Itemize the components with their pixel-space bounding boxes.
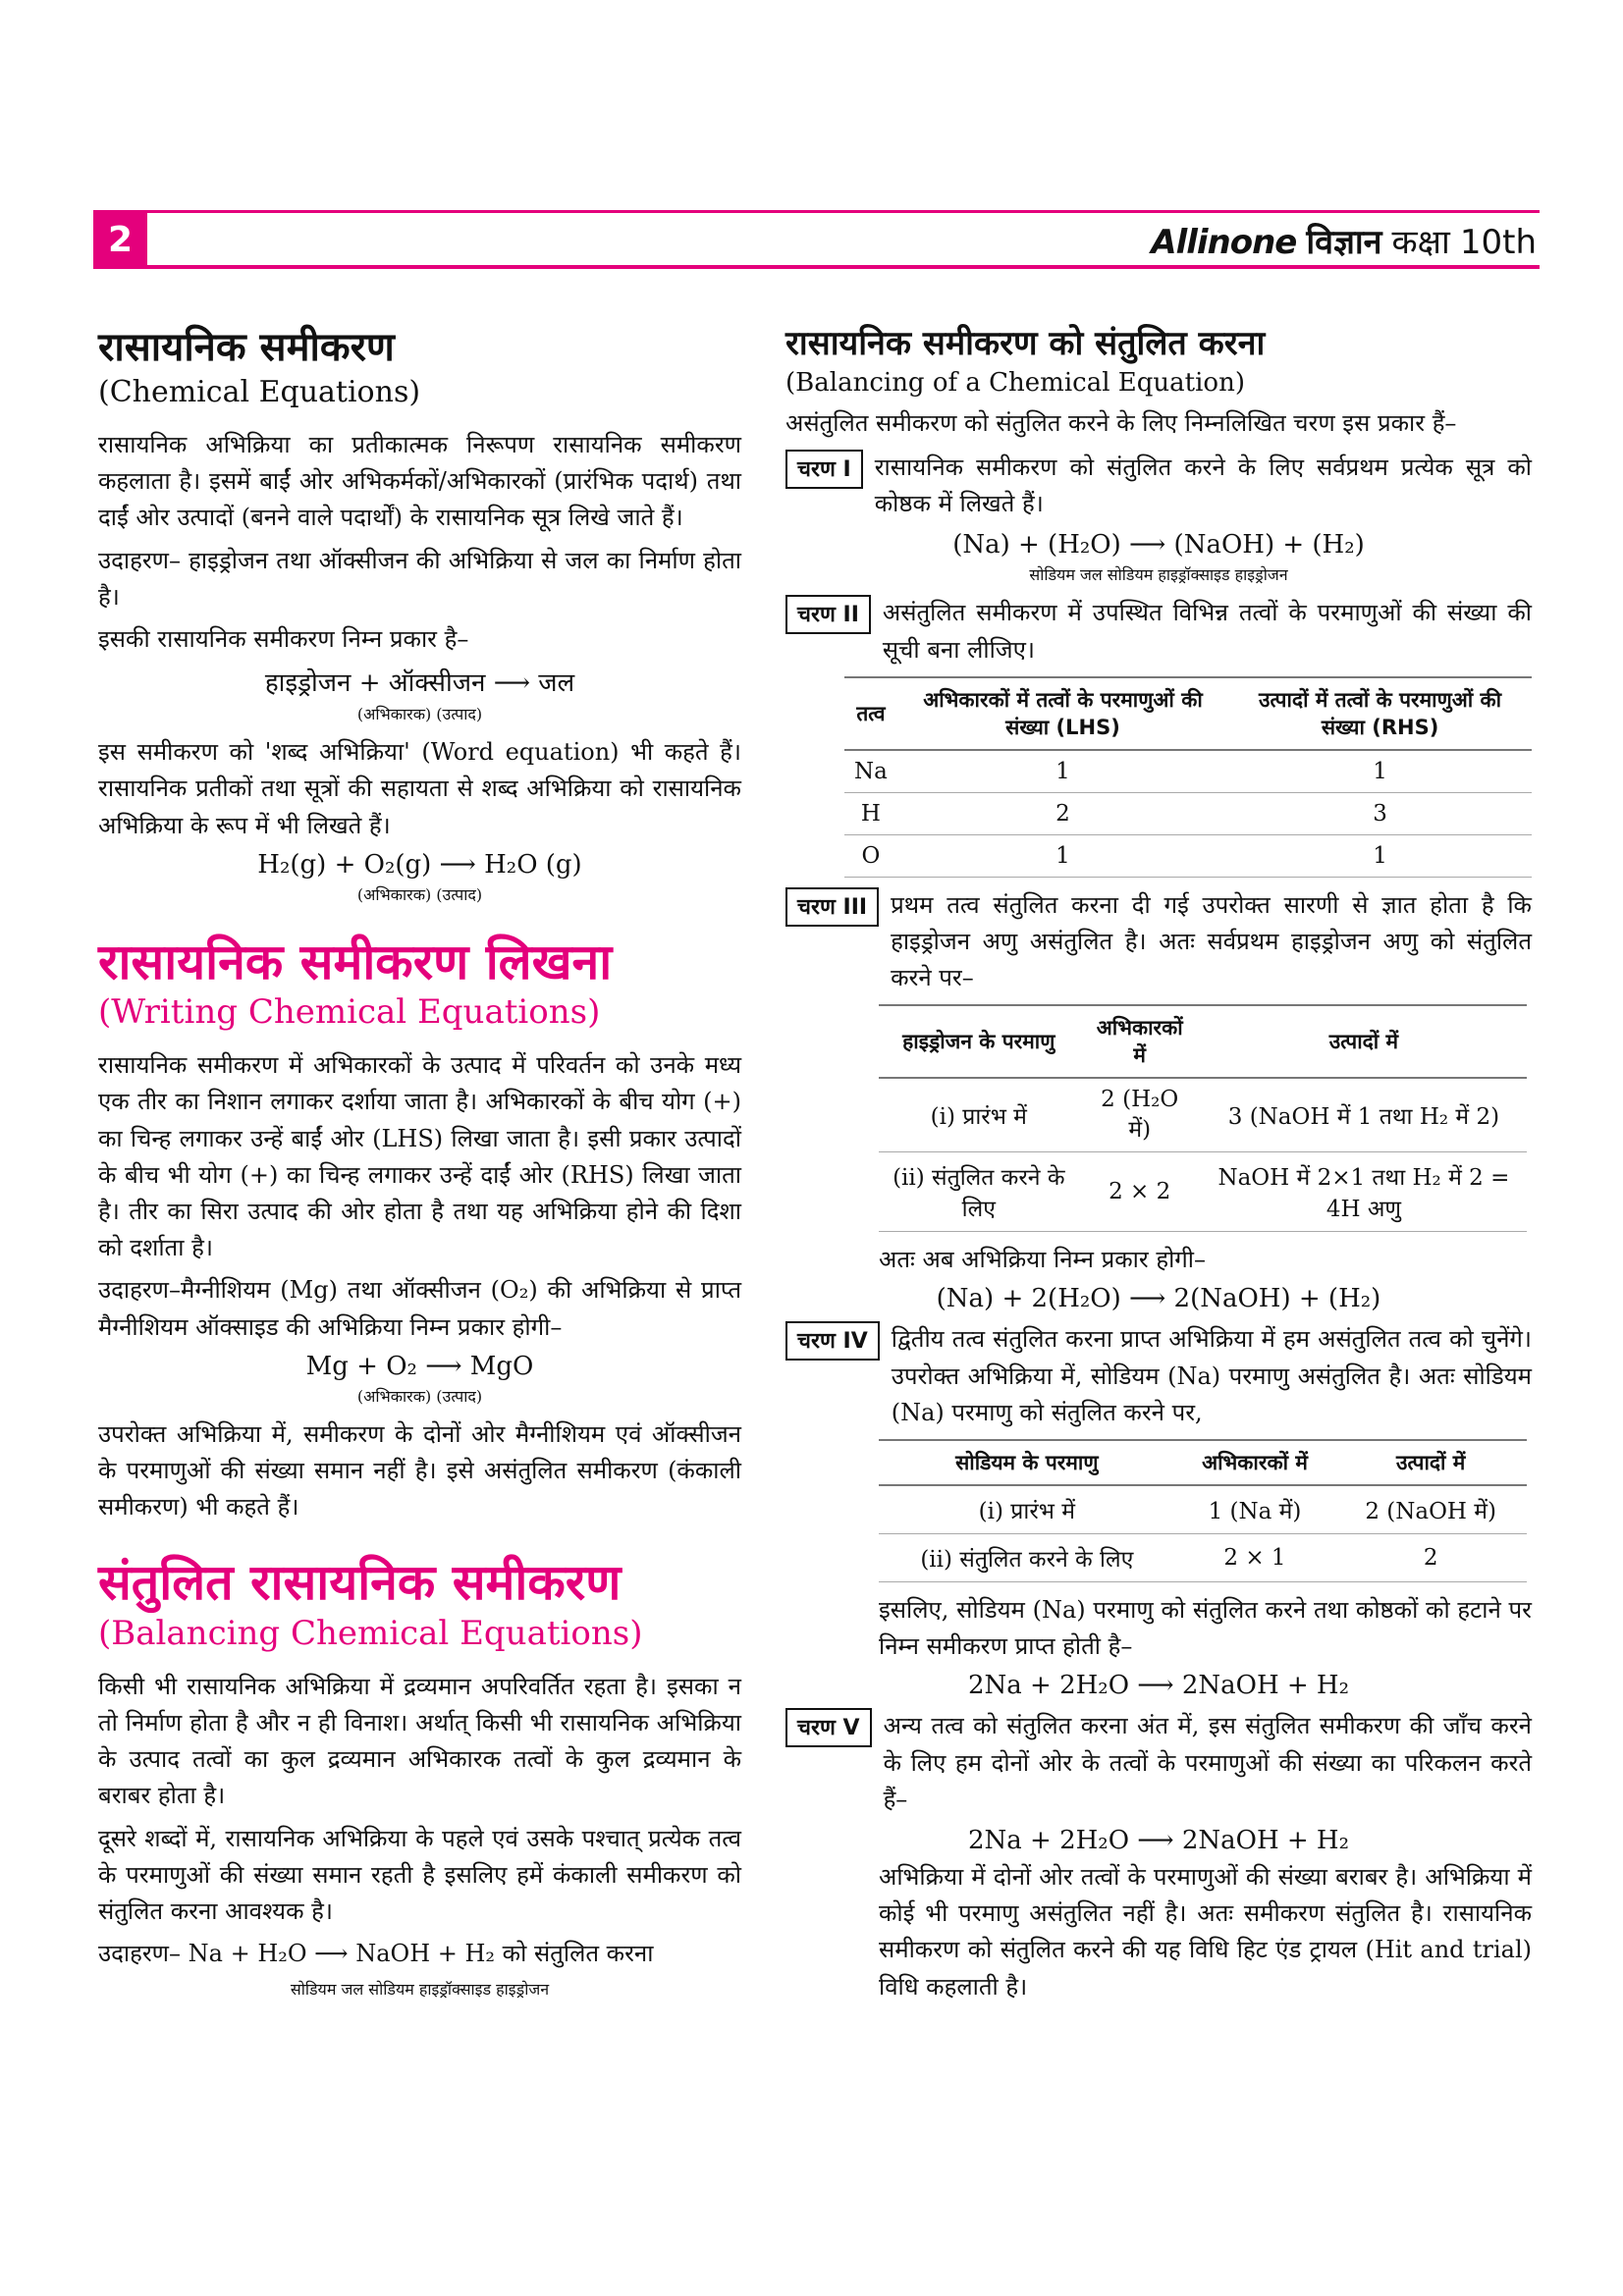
- cell: O: [844, 834, 897, 877]
- brand-logo: Allinone: [1151, 223, 1297, 262]
- section-subtitle: (Balancing of a Chemical Equation): [785, 367, 1245, 398]
- table-row: [879, 1485, 1527, 1534]
- section-title: रासायनिक समीकरण: [98, 325, 395, 370]
- equation: Mg + O₂ ⟶ MgO: [305, 1351, 534, 1381]
- cell: 2: [1334, 1534, 1527, 1582]
- equation: (Na) + 2(H₂O) ⟶ 2(NaOH) + (H₂): [936, 1284, 1381, 1314]
- table-header: उत्पादों में: [1334, 1440, 1527, 1485]
- equation: 2Na + 2H₂O ⟶ 2NaOH + H₂: [967, 1825, 1350, 1855]
- paragraph: रासायनिक अभिक्रिया का प्रतीकात्मक निरूपण रासायनिक समीकरण कहलाता है। इसमें बाईं ओर अभिकर्मकों/अभिकारकों (प्रारंभिक पदार्थ) तथा दाईं ओर उत्पादों (बनने वाले पदार्थों) के रासायनिक सूत्र लिखे जाते हैं।: [98, 431, 741, 532]
- brand-class: कक्षा: [1391, 223, 1450, 262]
- cell: 1: [1228, 750, 1532, 793]
- equation-labels: सोडियम जल सोडियम हाइड्रॉक्साइड हाइड्रोजन: [290, 1980, 550, 2000]
- cell: 2 (NaOH में): [1334, 1485, 1527, 1534]
- paragraph: इसकी रासायनिक समीकरण निम्न प्रकार है–: [98, 624, 469, 653]
- cell: 2 × 2: [1079, 1152, 1201, 1232]
- paragraph: अभिक्रिया में दोनों ओर तत्वों के परमाणुओं की संख्या बराबर है। अभिक्रिया में कोई भी परमाणु असंतुलित नहीं है। अतः समीकरण संतुलित है। रासायनिक समीकरण को संतुलित करने की यह विधि हिट एंड ट्रायल (Hit and trial) विधि कहलाती है।: [879, 1862, 1532, 2001]
- step-text: असंतुलित समीकरण में उपस्थित विभिन्न तत्वों के परमाणुओं की संख्या की सूची बना लीजिए।: [882, 599, 1532, 664]
- section-subtitle: (Writing Chemical Equations): [98, 992, 601, 1033]
- table-header: सोडियम के परमाणु: [879, 1440, 1175, 1485]
- table-header: अभिकारकों में: [1175, 1440, 1335, 1485]
- equation-labels: (अभिकारक) (उत्पाद): [356, 705, 483, 724]
- equation: H₂(g) + O₂(g) ⟶ H₂O (g): [257, 849, 582, 880]
- step-3: [785, 887, 1532, 997]
- step-label: चरण IV: [785, 1321, 880, 1361]
- table-row: [844, 792, 1532, 834]
- table-header: अभिकारकों में तत्वों के परमाणुओं की संख्या (LHS): [897, 677, 1228, 750]
- table-row: [879, 1534, 1527, 1582]
- step-2: [785, 595, 1532, 667]
- step-text: रासायनिक समीकरण को संतुलित करने के लिए सर्वप्रथम प्रत्येक सूत्र को कोष्ठक में लिखते हैं।: [874, 453, 1532, 518]
- paragraph: उदाहरण– हाइड्रोजन तथा ऑक्सीजन की अभिक्रिया से जल का निर्माण होता है।: [98, 546, 741, 611]
- paragraph: इसलिए, सोडियम (Na) परमाणु को संतुलित करने तथा कोष्ठकों को हटाने पर निम्न समीकरण प्राप्त होती है–: [879, 1596, 1532, 1661]
- equation-labels: सोडियम जल सोडियम हाइड्रॉक्साइड हाइड्रोजन: [1029, 565, 1288, 585]
- table-header: तत्व: [844, 677, 897, 750]
- sodium-table: [879, 1439, 1527, 1582]
- cell: 1: [897, 834, 1228, 877]
- paragraph: इस समीकरण को 'शब्द अभिक्रिया' (Word equation) भी कहते हैं। रासायनिक प्रतीकों तथा सूत्रों की सहायता से शब्द अभिक्रिया को रासायनिक अभिक्रिया के रूप में भी लिखते हैं।: [98, 738, 741, 839]
- section-subtitle: (Chemical Equations): [98, 375, 421, 409]
- step-text: द्वितीय तत्व संतुलित करना प्राप्त अभिक्रिया में हम असंतुलित तत्व को चुनेंगे। उपरोक्त अभिक्रिया में, सोडियम (Na) परमाणु असंतुलित है। अतः सोडियम (Na) परमाणु को संतुलित करने पर,: [891, 1325, 1532, 1426]
- cell: 3: [1228, 792, 1532, 834]
- paragraph: अतः अब अभिक्रिया निम्न प्रकार होगी–: [879, 1246, 1207, 1274]
- cell: NaOH में 2×1 तथा H₂ में 2 = 4H अणु: [1201, 1152, 1527, 1232]
- cell: 1 (Na में): [1175, 1485, 1335, 1534]
- equation: हाइड्रोजन + ऑक्सीजन ⟶ जल: [264, 668, 575, 699]
- right-column: [785, 324, 1532, 2011]
- step-4: [785, 1321, 1532, 1431]
- paragraph: रासायनिक समीकरण में अभिकारकों के उत्पाद में परिवर्तन को उनके मध्य एक तीर का निशान लगाकर दर्शाया जाता है। अभिकारकों के बीच योग (+) का चिन्ह लगाकर उन्हें बाईं ओर (LHS) लिखा जाता है। इसी प्रकार उत्पादों के बीच भी योग (+) का चिन्ह लगाकर उन्हें दाईं ओर (RHS) लिखा जाता है। तीर का सिरा उत्पाद की ओर होता है तथा यह अभिक्रिया होने की दिशा को दर्शाता है।: [98, 1051, 741, 1262]
- cell: 1: [1228, 834, 1532, 877]
- cell: 2 (H₂O में): [1079, 1078, 1201, 1152]
- cell: (ii) संतुलित करने के लिए: [879, 1534, 1175, 1582]
- brand-subject: विज्ञान: [1306, 223, 1382, 262]
- step-label: चरण V: [785, 1708, 872, 1747]
- brand: [1151, 218, 1537, 263]
- paragraph: असंतुलित समीकरण को संतुलित करने के लिए निम्नलिखित चरण इस प्रकार हैं–: [785, 408, 1457, 437]
- table-header: अभिकारकों में: [1079, 1005, 1201, 1078]
- cell: 2 × 1: [1175, 1534, 1335, 1582]
- equation-labels: (अभिकारक) (उत्पाद): [356, 1386, 483, 1406]
- cell: 1: [897, 750, 1228, 793]
- section-title: रासायनिक समीकरण लिखना: [98, 933, 613, 990]
- step-1: [785, 450, 1532, 522]
- cell: (i) प्रारंभ में: [879, 1485, 1175, 1534]
- cell: 2: [897, 792, 1228, 834]
- table-row: [879, 1078, 1527, 1152]
- table-header: उत्पादों में तत्वों के परमाणुओं की संख्या (RHS): [1228, 677, 1532, 750]
- left-column: [98, 324, 741, 2009]
- section-title: रासायनिक समीकरण को संतुलित करना: [785, 324, 1266, 363]
- table-row: [844, 750, 1532, 793]
- table-header: उत्पादों में: [1201, 1005, 1527, 1078]
- step-label: चरण III: [785, 887, 879, 927]
- header-rule: [93, 265, 1540, 269]
- section-subtitle: (Balancing Chemical Equations): [98, 1613, 643, 1653]
- brand-grade: 10th: [1459, 223, 1537, 262]
- cell: H: [844, 792, 897, 834]
- step-label: चरण II: [785, 595, 871, 634]
- paragraph: उदाहरण– Na + H₂O ⟶ NaOH + H₂ को संतुलित करना: [98, 1940, 654, 1968]
- header-top-rule: [147, 210, 1540, 213]
- step-label: चरण I: [785, 450, 863, 489]
- paragraph: किसी भी रासायनिक अभिक्रिया में द्रव्यमान अपरिवर्तित रहता है। इसका न तो निर्माण होता है और न ही विनाश। अर्थात् किसी भी रासायनिक अभिक्रिया के उत्पाद तत्वों का कुल द्रव्यमान अभिकारक तत्वों के कुल द्रव्यमान के बराबर होता है।: [98, 1672, 741, 1810]
- cell: (ii) संतुलित करने के लिए: [879, 1152, 1079, 1232]
- equation: (Na) + (H₂O) ⟶ (NaOH) + (H₂): [952, 530, 1365, 561]
- paragraph: उदाहरण–मैग्नीशियम (Mg) तथा ऑक्सीजन (O₂) की अभिक्रिया से प्राप्त मैग्नीशियम ऑक्साइड की अभिक्रिया निम्न प्रकार होगी–: [98, 1276, 741, 1341]
- cell: (i) प्रारंभ में: [879, 1078, 1079, 1152]
- cell: Na: [844, 750, 897, 793]
- table-row: [844, 834, 1532, 877]
- page-number: 2: [93, 210, 147, 269]
- equation-labels: (अभिकारक) (उत्पाद): [356, 884, 483, 904]
- hydrogen-table: [879, 1004, 1527, 1232]
- atom-count-table: [844, 676, 1532, 878]
- paragraph: दूसरे शब्दों में, रासायनिक अभिक्रिया के पहले एवं उसके पश्चात् प्रत्येक तत्व के परमाणुओं की संख्या समान रहती है इसलिए हमें कंकाली समीकरण को संतुलित करना आवश्यक है।: [98, 1824, 741, 1925]
- cell: 3 (NaOH में 1 तथा H₂ में 2): [1201, 1078, 1527, 1152]
- equation: 2Na + 2H₂O ⟶ 2NaOH + H₂: [967, 1671, 1350, 1701]
- step-text: अन्य तत्व को संतुलित करना अंत में, इस संतुलित समीकरण की जाँच करने के लिए हम दोनों ओर के तत्वों के परमाणुओं की संख्या का परिकलन करते हैं–: [883, 1712, 1532, 1813]
- section-title: संतुलित रासायनिक समीकरण: [98, 1554, 622, 1612]
- step-text: प्रथम तत्व संतुलित करना दी गई उपरोक्त सारणी से ज्ञात होता है कि हाइड्रोजन अणु असंतुलित है। अतः सर्वप्रथम हाइड्रोजन अणु को संतुलित करने पर–: [891, 890, 1532, 992]
- step-5: [785, 1708, 1532, 1818]
- paragraph: उपरोक्त अभिक्रिया में, समीकरण के दोनों ओर मैग्नीशियम एवं ऑक्सीजन के परमाणुओं की संख्या समान नहीं है। इसे असंतुलित समीकरण (कंकाली समीकरण) भी कहते हैं।: [98, 1419, 741, 1522]
- table-row: [879, 1152, 1527, 1232]
- table-header: हाइड्रोजन के परमाणु: [879, 1005, 1079, 1078]
